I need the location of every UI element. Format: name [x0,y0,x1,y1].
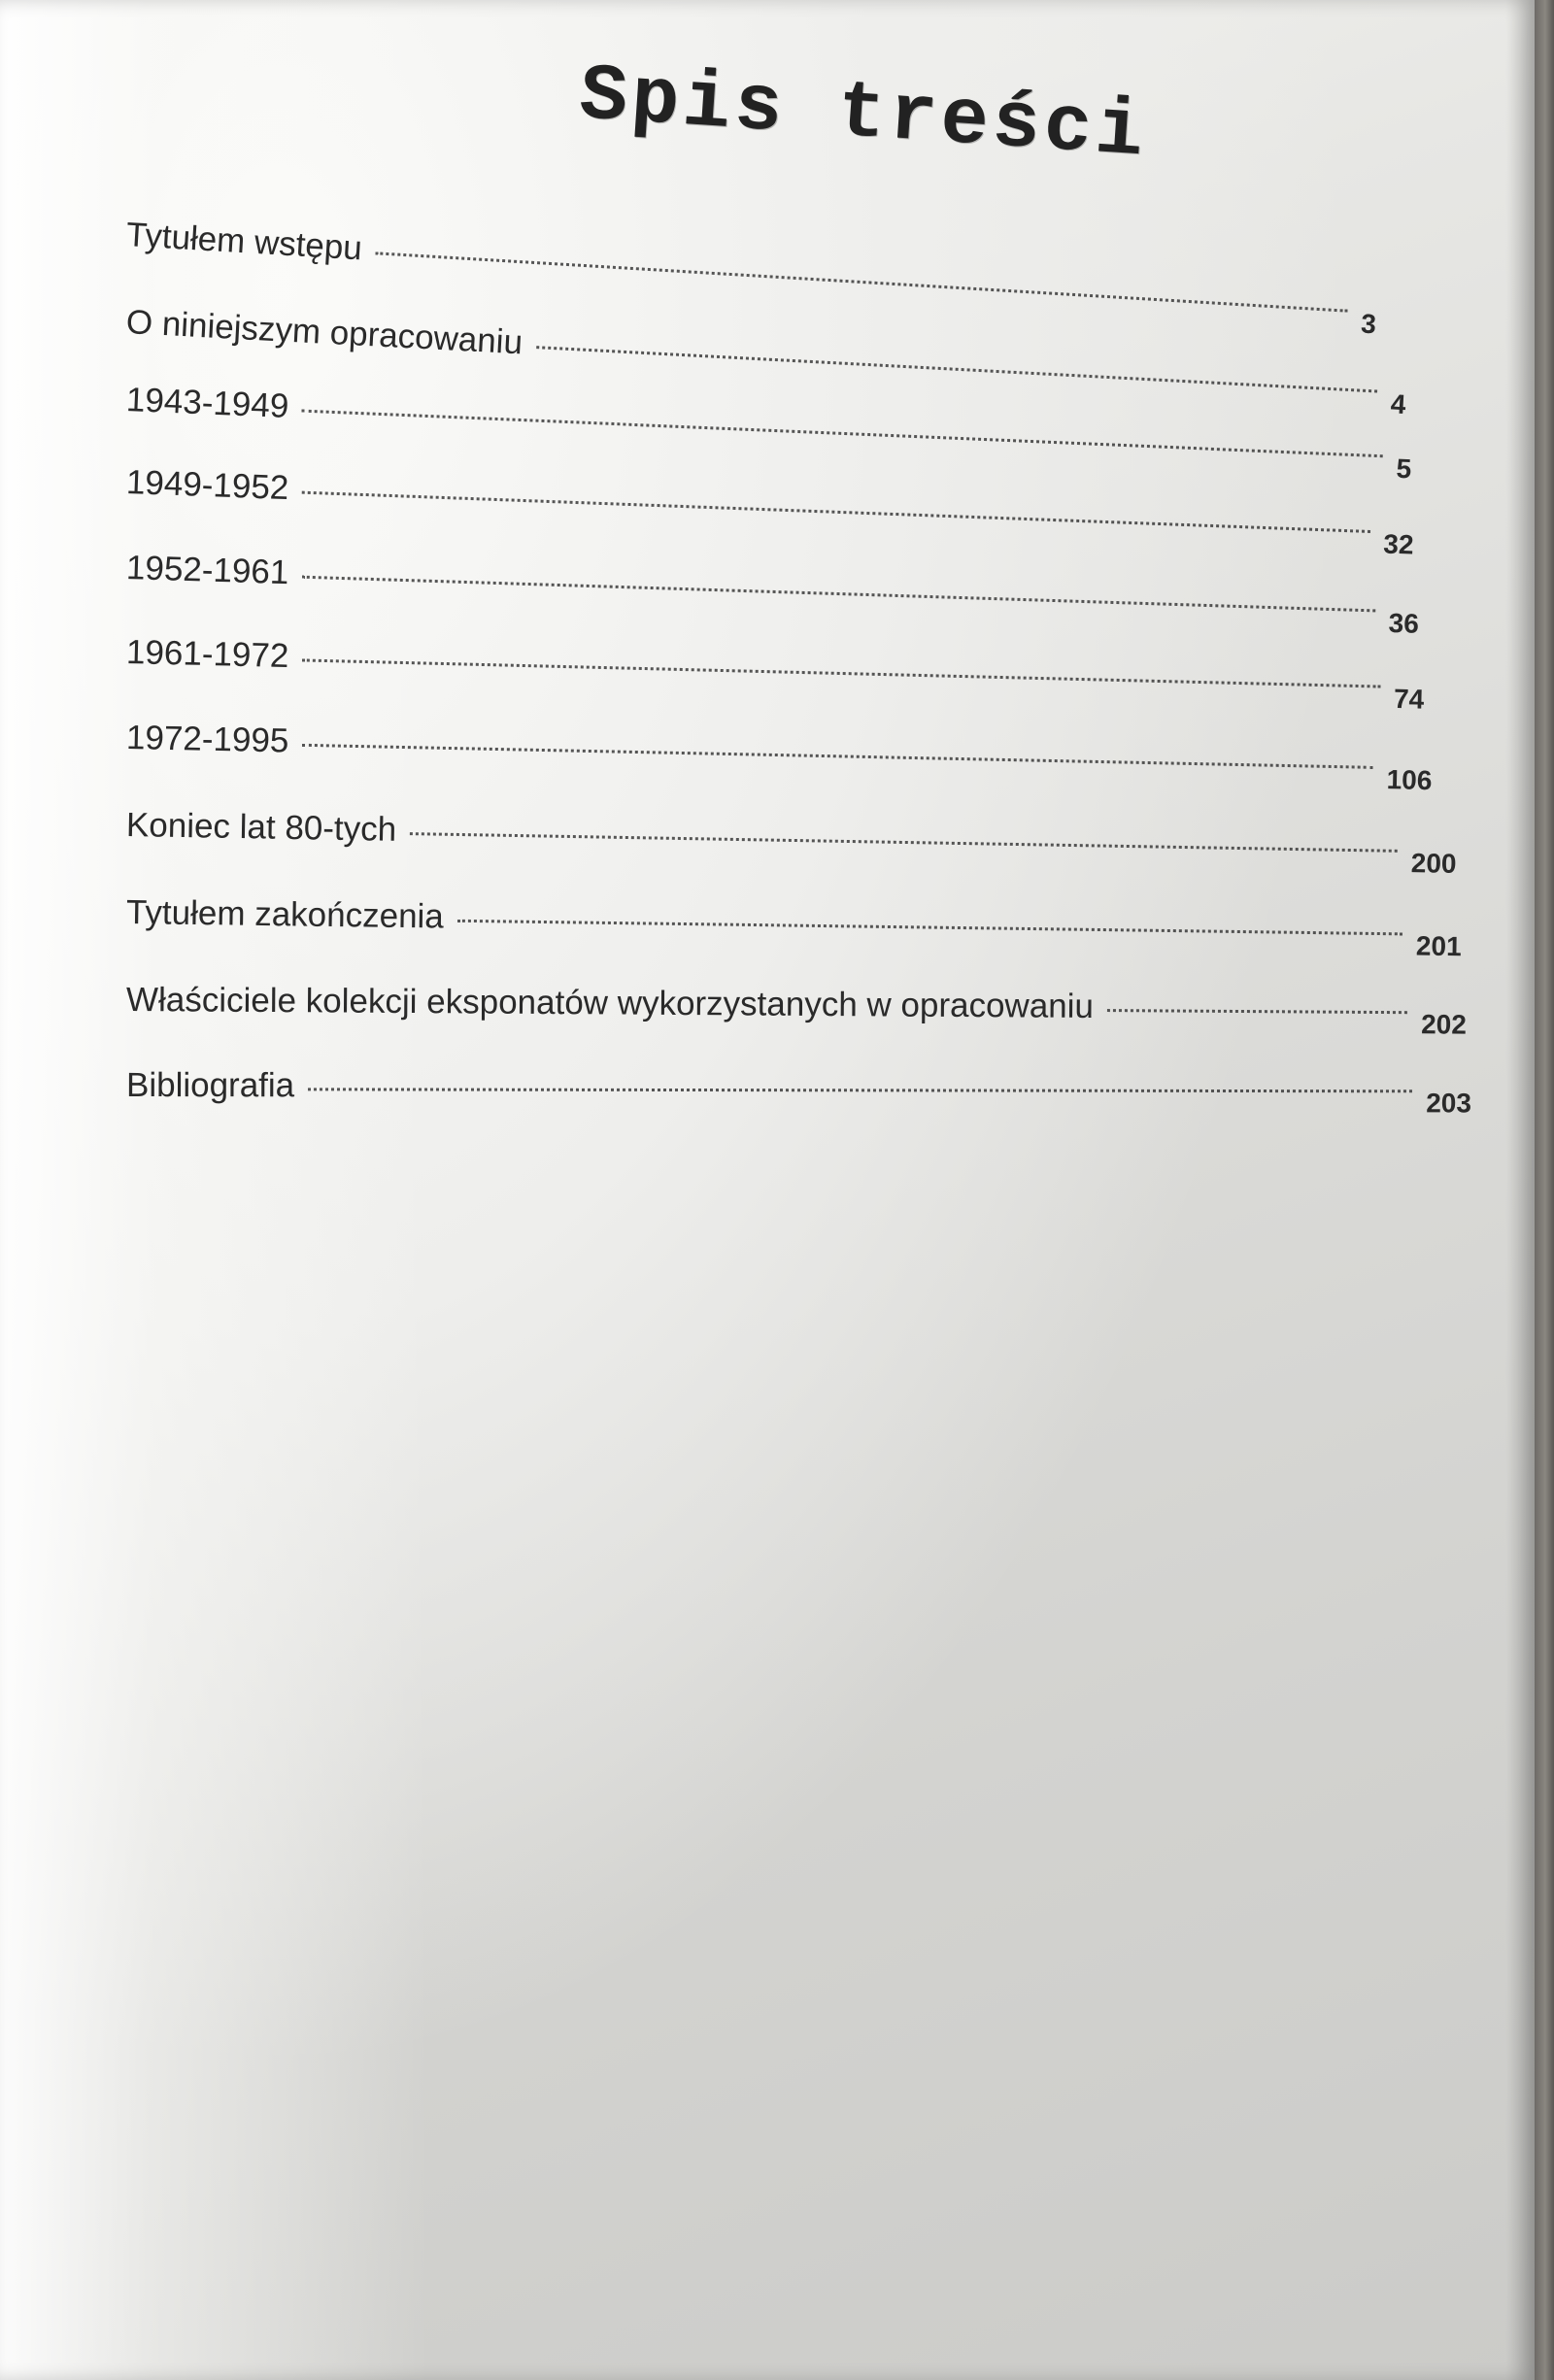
dot-leader [302,576,1375,613]
toc-entry [125,719,1434,796]
toc-entry-title: Tytułem zakończenia [125,893,445,936]
toc-entry-page: 5 [1395,453,1412,485]
toc-entry-page: 4 [1390,388,1407,420]
toc-entry-title: Koniec lat 80-tych [125,806,397,849]
toc-entry-title: 1961-1972 [125,633,289,676]
toc-entry-page: 3 [1360,308,1377,340]
dot-leader [308,1088,1412,1092]
toc-entry [125,633,1426,715]
toc-entry-title: 1943-1949 [125,381,290,425]
toc-entry-title: Bibliografia [125,1066,295,1105]
toc-entry-page: 32 [1382,528,1415,560]
dot-leader [375,251,1348,312]
dot-leader [1107,1009,1407,1014]
book-edge [1535,0,1554,2380]
dot-leader [302,744,1373,769]
dot-leader [457,920,1402,936]
dot-leader [410,832,1398,853]
toc-entry [125,549,1420,639]
toc-entry-page: 201 [1415,930,1462,962]
toc-entry-title: 1949-1952 [125,463,290,508]
dot-leader [536,346,1378,392]
toc-entry-page: 106 [1386,764,1433,796]
toc-entry-page: 74 [1393,683,1425,715]
toc-entry-page: 202 [1421,1009,1467,1040]
toc-entry [125,1066,1471,1119]
toc-entry-title: Właściciele kolekcji eksponatów wykorzystanych w opracowaniu [125,981,1095,1025]
toc-entry-page: 36 [1388,607,1420,639]
dot-leader [302,410,1383,458]
toc-entry [125,981,1467,1040]
dot-leader [302,491,1370,533]
dot-leader [302,658,1380,687]
page-title: Spis treści [576,50,1151,179]
toc-entry-title: 1952-1961 [125,549,289,592]
toc-entry-title: O niniejszym opracowaniu [125,303,524,362]
toc-entry-title: 1972-1995 [125,719,289,760]
toc-entry [125,893,1462,962]
toc-entry [125,806,1457,879]
toc-entry [125,463,1415,560]
toc-entry-page: 200 [1410,848,1457,879]
toc-entry-page: 203 [1426,1088,1471,1119]
toc-entry-title: Tytułem wstępu [124,216,363,268]
